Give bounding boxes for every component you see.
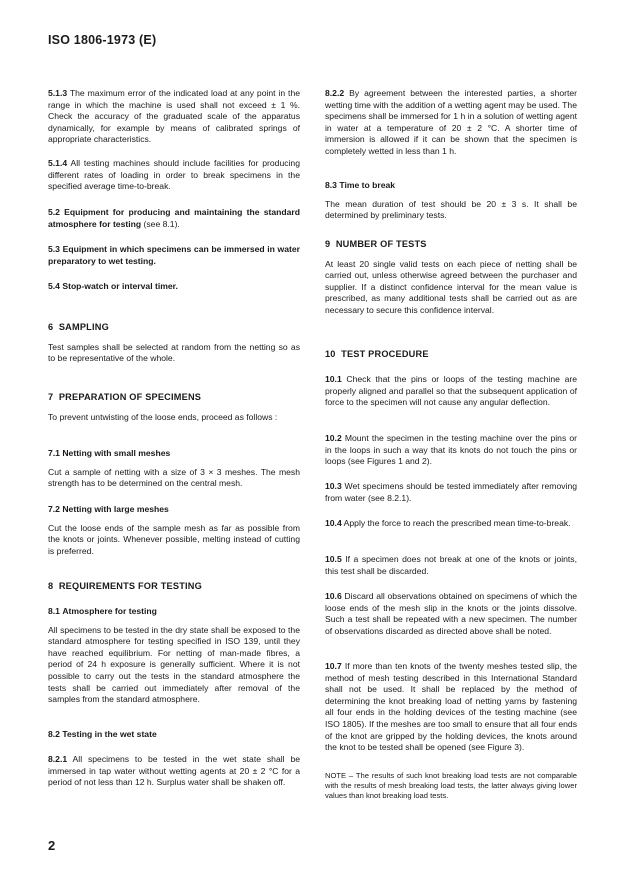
- section-number: 9: [325, 239, 331, 249]
- clause-10-3: [325, 481, 577, 504]
- clause-text: Wet specimens should be tested immediately after removing from water (see 8.2.1).: [325, 481, 578, 503]
- clause-10-7: [325, 661, 577, 754]
- section-title: TEST PROCEDURE: [341, 349, 429, 359]
- clause-title: Stop-watch or interval timer.: [62, 281, 178, 291]
- clause-7-2: [48, 504, 300, 557]
- clause-text: All specimens to be tested in the wet state shall be immersed in tap water without wetting agents at 20 ± 2 °C for a period of not less than 12 h. Surplus water shall be shaken off.: [48, 754, 301, 788]
- clause-10-4: [325, 518, 577, 530]
- clause-number: 10.2: [325, 433, 342, 443]
- section-title: REQUIREMENTS FOR TESTING: [58, 581, 202, 591]
- clause-number: 8.2.2: [325, 88, 345, 98]
- section-10: [325, 349, 577, 361]
- clause-number: 5.3: [48, 244, 60, 254]
- clause-title: Netting with large meshes: [62, 504, 169, 514]
- clause-number: 7.2: [48, 504, 60, 514]
- clause-title: Atmosphere for testing: [62, 606, 157, 616]
- clause-10-6: [325, 591, 577, 637]
- section-text: Test samples shall be selected at random from the netting so as to be representative of the whole.: [48, 341, 300, 364]
- section-6: [48, 322, 300, 365]
- clause-5-3: [48, 244, 300, 267]
- clause-title: Time to break: [339, 180, 396, 190]
- clause-text: All specimens to be tested in the dry state shall be exposed to the standard atmosphere for testing specified in ISO 139, until they have reached equilibrium. For netting of man-made fibres, a period of 24 h exposure is generally sufficient. Where it is not possible to carry out the tests in the standard atmosphere the tests shall be carried out immediately after removal of the samples from the standard atmosphere.: [48, 624, 300, 705]
- clause-title: Equipment for producing and maintaining the standard atmosphere for testing: [48, 207, 300, 229]
- clause-text: The mean duration of test should be 20 ± 3 s. It shall be determined by preliminary tests.: [325, 198, 577, 221]
- note-text: The results of such knot breaking load tests are not comparable with the results of mesh breaking load tests, the latter always giving lower values than knot breaking load tests.: [325, 771, 577, 800]
- clause-text: If more than ten knots of the twenty meshes tested slip, the method of mesh testing described in this International Standard shall not be used. It shall be replaced by the method of determining the knot breaking load of netting yarns by fastening all four ends in the holding devices of the testing machine (see ISO 1805). If the meshes are too small to ensure that all four ends of the knot are gripped by the holding devices, the knots around the knot to be tested shall be opened (see Figure 3).: [325, 661, 578, 753]
- clause-number: 10.1: [325, 374, 342, 384]
- clause-number: 5.2: [48, 207, 60, 217]
- section-title: PREPARATION OF SPECIMENS: [58, 392, 202, 402]
- clause-text: All testing machines should include facilities for producing different rates of loading in order to break specimens in the specified average time-to-break.: [48, 158, 300, 192]
- clause-title: Netting with small meshes: [62, 448, 171, 458]
- clause-text: By agreement between the interested parties, a shorter wetting time with the addition of a wetting agent may be used. The specimens shall be immersed for 1 h in a solution of wetting agent in water at a temperature of 20 ± 2 °C. A shorter time of immersion is allowed if it can be shown that the specimen is completely wetted in less than 1 h.: [325, 88, 577, 156]
- clause-8-1: [48, 606, 300, 706]
- clause-text: Mount the specimen in the testing machine over the pins or in the loops in such a way that its knots do not touch the pins or loops (see Figures 1 and 2).: [325, 433, 577, 467]
- clause-number: 8.2: [48, 729, 60, 739]
- clause-text: The maximum error of the indicated load at any point in the range in which the machine is used shall not exceed ± 1 %. Check the accuracy of the graduated scale of the apparatus dynamically, for example by means of calibrated springs of appropriate characteristics.: [48, 88, 301, 145]
- clause-8-2-1: [48, 754, 300, 789]
- clause-number: 5.4: [48, 281, 60, 291]
- section-title: NUMBER OF TESTS: [335, 239, 427, 249]
- clause-number: 5.1.4: [48, 158, 68, 168]
- section-title: SAMPLING: [58, 322, 109, 332]
- page-number: 2: [48, 838, 56, 853]
- clause-5-4: [48, 281, 300, 293]
- clause-8-2: [48, 729, 300, 741]
- clause-number: 8.1: [48, 606, 60, 616]
- clause-text: Apply the force to reach the prescribed mean time-to-break.: [343, 518, 571, 528]
- section-9: [325, 239, 577, 317]
- clause-text: Cut the loose ends of the sample mesh as far as possible from the knots or joints. Whenever possible, melting instead of cutting is preferred.: [48, 522, 300, 556]
- clause-number: 10.6: [325, 591, 342, 601]
- section-8: [48, 581, 300, 593]
- clause-7-1: [48, 448, 300, 490]
- clause-text: Discard all observations obtained on specimens of which the loose ends of the mesh slip in the knots or the joints dissolve. Such a test shall be repeated with a new specimen. The number of observations discarded as directed above shall be noted.: [325, 591, 578, 636]
- clause-number: 8.3: [325, 180, 337, 190]
- section-number: 10: [325, 349, 336, 359]
- section-number: 6: [48, 322, 54, 332]
- clause-number: 10.5: [325, 554, 342, 564]
- clause-number: 7.1: [48, 448, 60, 458]
- clause-text: Cut a sample of netting with a size of 3 × 3 meshes. The mesh strength has to be determined on the central mesh.: [48, 466, 300, 489]
- section-text: To prevent untwisting of the loose ends, proceed as follows :: [48, 411, 278, 422]
- clause-number: 5.1.3: [48, 88, 68, 98]
- section-text: At least 20 single valid tests on each piece of netting shall be carried out, unless otherwise agreed between the purchaser and supplier. If a distinct confidence interval for the mean value is prescribed, as many additional tests shall be carried out as are necessary to secure this confidence interval.: [325, 258, 577, 315]
- clause-text: Check that the pins or loops of the testing machine are properly aligned and parallel so that the subsequent application of force to the specimen will not cause any angular deflection.: [325, 374, 577, 408]
- clause-suffix: (see 8.1).: [143, 218, 180, 229]
- clause-title: Testing in the wet state: [62, 729, 157, 739]
- note-label: NOTE –: [325, 771, 354, 780]
- clause-5-1-4: [48, 158, 300, 193]
- clause-text: If a specimen does not break at one of the knots or joints, this test shall be discarded.: [325, 554, 577, 576]
- clause-5-1-3: [48, 88, 300, 146]
- section-number: 8: [48, 581, 54, 591]
- section-number: 7: [48, 392, 54, 402]
- clause-8-3: [325, 180, 577, 222]
- note: [325, 771, 577, 800]
- document-header: ISO 1806-1973 (E): [48, 33, 157, 47]
- clause-10-2: [325, 433, 577, 468]
- clause-10-5: [325, 554, 577, 577]
- clause-title: Equipment in which specimens can be immersed in water preparatory to wet testing.: [48, 244, 300, 266]
- clause-10-1: [325, 374, 577, 409]
- clause-number: 8.2.1: [48, 754, 68, 764]
- clause-number: 10.7: [325, 661, 342, 671]
- clause-number: 10.3: [325, 481, 342, 491]
- clause-number: 10.4: [325, 518, 342, 528]
- clause-8-2-2: [325, 88, 577, 158]
- clause-5-2: [48, 207, 300, 230]
- section-7: [48, 392, 300, 423]
